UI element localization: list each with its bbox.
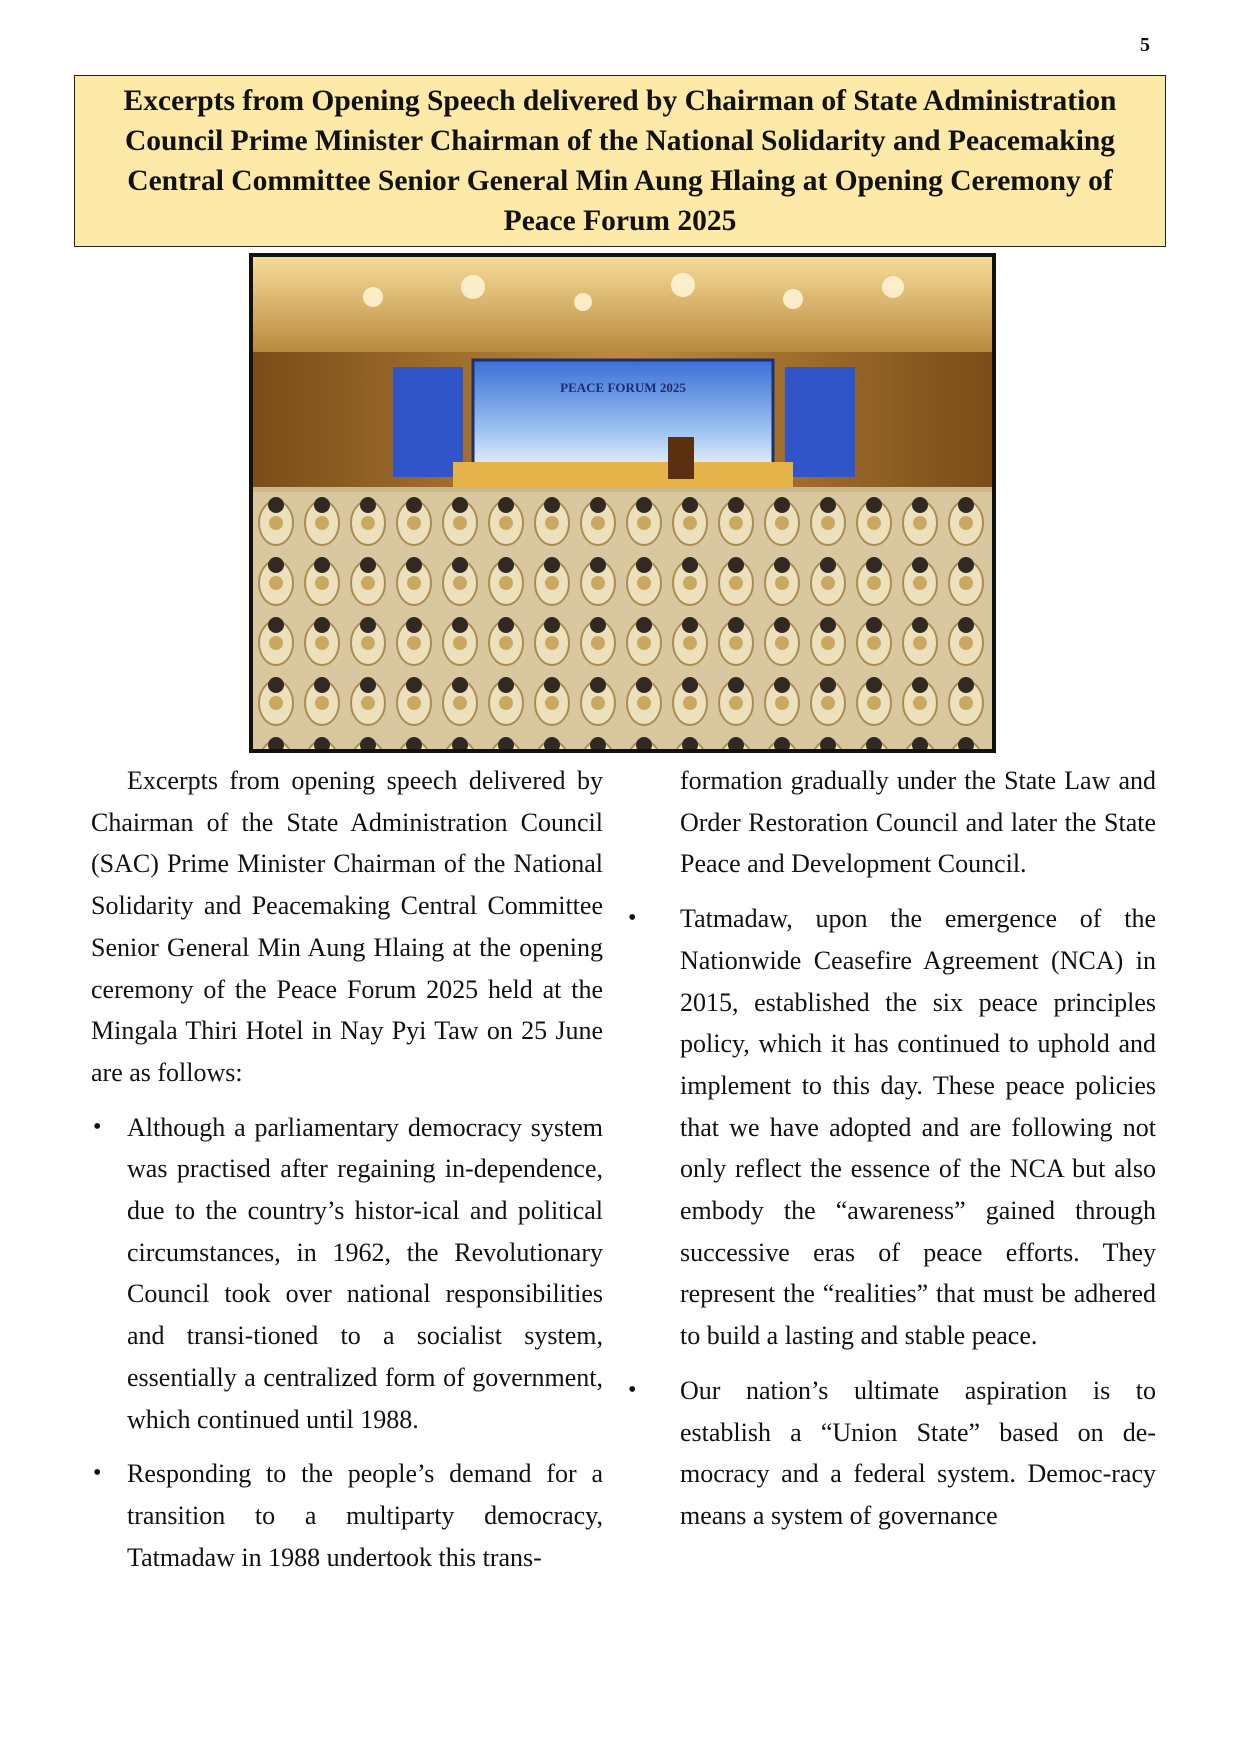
bullet-icon: •	[628, 1376, 637, 1403]
bullet-text: Although a parliamentary democracy system was practised after regaining in-dependence, due to the country’s histor-ical and political circumstances, in 1962, the Revolutionary Council took over national responsibilities and transi-tioned to a socialist system, essentially a centralized form of government, which continued until 1988.	[127, 1112, 603, 1434]
list-item	[626, 898, 1156, 1357]
list-item	[626, 1370, 1156, 1537]
bullet-text: Responding to the people’s demand for a transition to a multiparty democracy, Tatmadaw in 1988 undertook this trans-	[127, 1459, 603, 1572]
right-column	[626, 760, 1156, 1537]
intro-paragraph: Excerpts from opening speech delivered by Chairman of the State Administration Council (SAC) Prime Minister Chairman of the National Solidarity and Peacemaking Central Committee Senior General Min Aung Hlaing at the opening ceremony of the Peace Forum 2025 held at the Mingala Thiri Hotel in Nay Pyi Taw on 25 June are as follows:	[91, 766, 603, 1087]
page-number: 5	[1140, 34, 1150, 56]
screen-title: PEACE FORUM 2025	[560, 380, 686, 395]
title-box	[74, 75, 1166, 247]
continuation-paragraph: formation gradually under the State Law and Order Restoration Council and later the State Peace and Development Council.	[680, 766, 1156, 879]
article-title: Excerpts from Opening Speech delivered by Chairman of State Administration Council Prime Minister Chairman of the National Solidarity and Peacemaking Central Committee Senior General Min Aung Hlaing at Opening Ceremony of Peace Forum 2025	[123, 85, 1117, 237]
bullet-icon: •	[628, 905, 637, 932]
conference-photo-illustration	[253, 257, 992, 749]
bullet-text: Our nation’s ultimate aspiration is to establish a “Union State” based on de-mocracy and a federal system. Democ-racy means a system of governance	[680, 1375, 1156, 1530]
bullet-text: Tatmadaw, upon the emergence of the Nationwide Ceasefire Agreement (NCA) in 2015, established the six peace principles policy, which it has continued to uphold and implement to this day. These peace policies that we have adopted and are following not only reflect the essence of the NCA but also embody the “awareness” gained through successive eras of peace efforts. They represent the “realities” that must be adhered to build a lasting and stable peace.	[680, 904, 1156, 1351]
list-item	[91, 1453, 603, 1578]
list-item	[91, 1107, 603, 1441]
conference-hall-photo	[249, 253, 996, 753]
right-bullet-list	[626, 898, 1156, 1537]
left-column	[91, 760, 603, 1578]
bullet-icon: •	[93, 1460, 102, 1487]
left-bullet-list	[91, 1107, 603, 1579]
bullet-icon: •	[93, 1113, 102, 1140]
